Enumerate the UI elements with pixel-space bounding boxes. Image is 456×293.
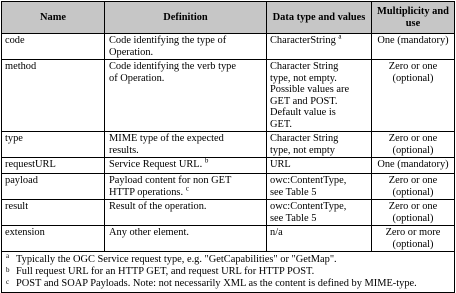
- table-row: [2, 158, 455, 174]
- cell-data-type: [267, 34, 372, 60]
- header-definition: Definition: [105, 2, 267, 34]
- footnote-ref: a: [338, 33, 342, 41]
- cell-multiplicity: One (mandatory): [372, 158, 455, 174]
- footnote-text: POST and SOAP Payloads. Note: not necessarily XML as the content is defined by MIME-type.: [16, 278, 417, 289]
- cell-multiplicity: Zero or one (optional): [372, 60, 455, 132]
- data-type-text: CharacterString: [270, 35, 336, 46]
- cell-multiplicity: Zero or one (optional): [372, 132, 455, 158]
- header-row: [2, 2, 455, 34]
- cell-definition: [105, 60, 267, 132]
- header-data-type: Data type and values: [267, 2, 372, 34]
- definition-text: Code identifying the type of Operation.: [109, 35, 227, 58]
- data-type-text: URL: [270, 159, 291, 170]
- cell-name: result: [2, 200, 105, 226]
- data-type-text: owc:ContentType, see Table 5: [270, 201, 347, 224]
- cell-data-type: [267, 174, 372, 200]
- footnote-text: Typically the OGC Service request type, e.g. "GetCapabilities" or "GetMap".: [16, 254, 337, 265]
- cell-definition: [105, 226, 267, 252]
- data-type-text: owc:ContentType, see Table 5: [270, 175, 347, 198]
- cell-name: type: [2, 132, 105, 158]
- cell-multiplicity: Zero or one (optional): [372, 174, 455, 200]
- footnote-row: [2, 266, 455, 278]
- table-row: [2, 200, 455, 226]
- cell-definition: [105, 174, 267, 200]
- definition-text: MIME type of the expected results.: [109, 133, 224, 156]
- data-type-text: n/a: [270, 227, 283, 238]
- definition-text: Payload content for non GET HTTP operations.: [109, 175, 232, 198]
- cell-data-type: [267, 60, 372, 132]
- footnote-row: [2, 278, 455, 293]
- footnote-text: Full request URL for an HTTP GET, and request URL for HTTP POST.: [16, 266, 315, 277]
- cell-multiplicity: Zero or more (optional): [372, 226, 455, 252]
- footnote-mark: b: [6, 266, 10, 274]
- cell-multiplicity: Zero or one (optional): [372, 200, 455, 226]
- table-row: [2, 174, 455, 200]
- footnote-row: [2, 252, 455, 267]
- operation-table: [1, 1, 455, 293]
- definition-text: Any other element.: [109, 227, 189, 238]
- cell-name: method: [2, 60, 105, 132]
- header-name: Name: [2, 2, 105, 34]
- header-multiplicity: Multiplicity and use: [372, 2, 455, 34]
- cell-definition: [105, 200, 267, 226]
- cell-multiplicity: One (mandatory): [372, 34, 455, 60]
- table-row: [2, 60, 455, 132]
- cell-name: code: [2, 34, 105, 60]
- definition-text: Code identifying the verb type of Operation.: [109, 61, 236, 84]
- cell-data-type: [267, 226, 372, 252]
- cell-name: payload: [2, 174, 105, 200]
- footnote-mark: a: [6, 252, 10, 260]
- definition-text: Result of the operation.: [109, 201, 207, 212]
- footnote-mark: c: [6, 278, 10, 286]
- cell-data-type: [267, 132, 372, 158]
- cell-name: extension: [2, 226, 105, 252]
- footnote-ref: c: [185, 184, 189, 193]
- cell-data-type: [267, 158, 372, 174]
- table-row: [2, 132, 455, 158]
- table-body: [2, 34, 455, 293]
- table-row: [2, 226, 455, 252]
- definition-text: Service Request URL.: [109, 159, 203, 170]
- cell-definition: [105, 34, 267, 60]
- data-type-text: Character String type, not empty: [270, 133, 339, 156]
- cell-name: requestURL: [2, 158, 105, 174]
- cell-data-type: [267, 200, 372, 226]
- cell-definition: [105, 158, 267, 174]
- data-type-text: Character String type, not empty. Possible values are GET and POST. Default value is GET.: [270, 61, 350, 130]
- footnote: [2, 266, 455, 278]
- table-row: [2, 34, 455, 60]
- footnote-ref: b: [204, 157, 209, 165]
- cell-definition: [105, 132, 267, 158]
- footnote: [2, 278, 455, 293]
- footnote: [2, 252, 455, 267]
